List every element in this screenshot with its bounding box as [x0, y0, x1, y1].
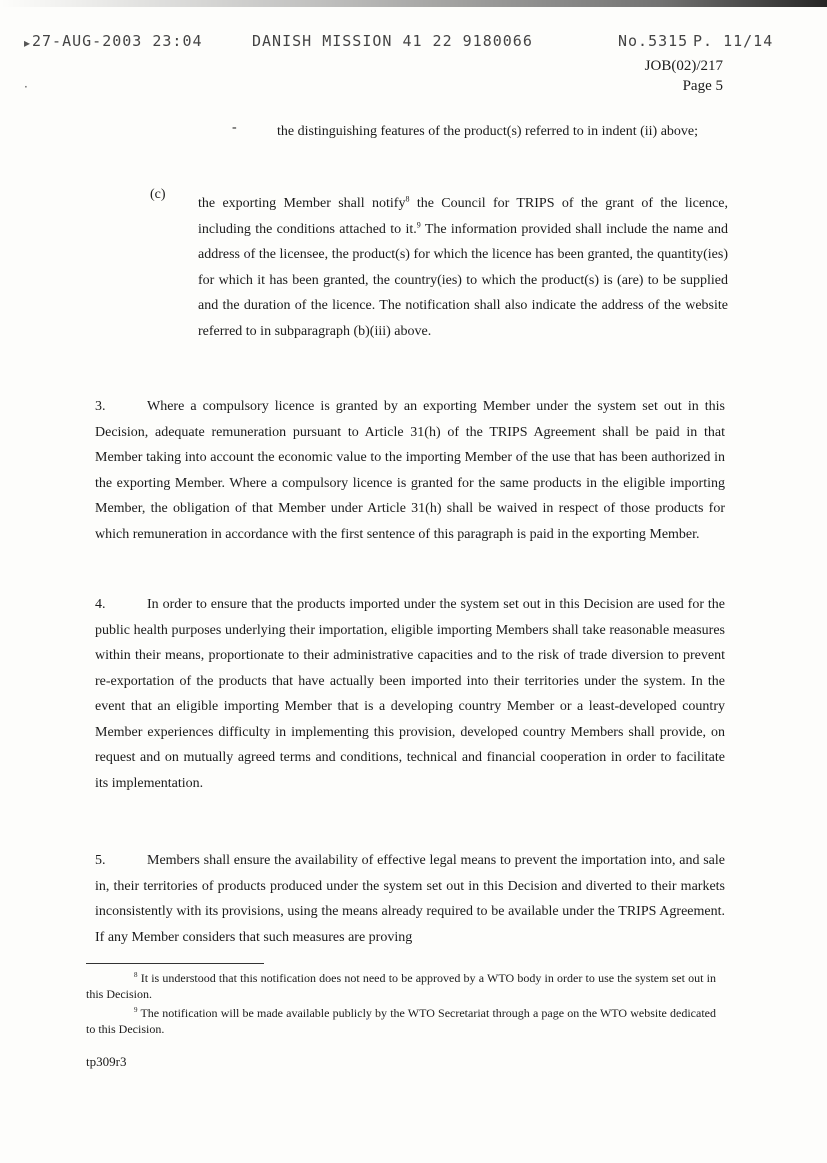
- fax-date-time: 27-AUG-2003 23:04: [32, 32, 203, 50]
- footnote-8: [86, 970, 716, 1002]
- footnotes: [86, 970, 716, 1040]
- paragraph-5: [95, 848, 725, 950]
- paragraph-text: Where a compulsory licence is granted by an exporting Member under the system set out in this Decision, adequate remuneration pursuant to Article 31(h) of the TRIPS Agreement shall be paid in that Member taking into account the economic value to the importing Member of the use that has been authorized in the exporting Member. Where a compulsory licence is granted for the same products in the eligible importing Member, the obligation of that Member under Article 31(h) shall be waived in respect of those products for which remuneration in accordance with the first sentence of this paragraph is paid in the exporting Member.: [95, 399, 725, 542]
- paragraph-4: [95, 592, 725, 796]
- footnote-9: [86, 1005, 716, 1037]
- footnote-number: 9: [134, 1006, 138, 1014]
- footnote-separator: [86, 963, 264, 964]
- footnote-number: 8: [134, 971, 138, 979]
- paragraph-number: 4.: [95, 597, 106, 612]
- paragraph-number: 3.: [95, 399, 106, 414]
- fax-page-counter: P. 11/14: [693, 32, 774, 50]
- footnote-text: The notification will be made available publicly by the WTO Secretariat through a page on the WTO website dedicated to this Decision.: [86, 1006, 716, 1036]
- subparagraph-c-text-start: the exporting Member shall notify: [198, 196, 406, 211]
- fax-sender: DANISH MISSION 41 22 9180066: [252, 32, 533, 50]
- paragraph-number: 5.: [95, 853, 106, 868]
- paragraph-3: [95, 394, 725, 547]
- subparagraph-c-text-middle: the Council for TRIPS of the grant of the licence, including the conditions attached to it.: [198, 196, 729, 237]
- fax-number: No.5315: [618, 32, 689, 50]
- fax-scan-streak: [0, 0, 827, 7]
- subparagraph-c-text-end: The information provided shall include the name and address of the licensee, the product(s) for which the licence has been granted, the quantity(ies) for which it has been granted, the country(ies) to which the product(s) is (are) to be supplied and the duration of the licence. The notification shall also indicate the address of the website referred to in subparagraph (b)(iii) above.: [198, 221, 728, 339]
- footnote-ref-9: 9: [416, 219, 421, 229]
- subparagraph-c: [198, 191, 728, 344]
- footnote-ref-8: 8: [405, 194, 410, 204]
- footnote-text: It is understood that this notification does not need to be approved by a WTO body in order to use the system set out in this Decision.: [86, 971, 717, 1001]
- fax-transmission-header: [0, 32, 827, 52]
- document-header: [645, 56, 723, 96]
- document-code: tp309r3: [86, 1054, 127, 1069]
- document-reference: JOB(02)/217: [644, 58, 723, 74]
- paragraph-text: In order to ensure that the products imported under the system set out in this Decision are used for the public health purposes underlying their importation, eligible importing Members shall take reasonable measures within their means, proportionate to their administrative capacities and to the risk of trade diversion to prevent re-exportation of the products that have actually been imported into their territories under the system. In the event that an eligible importing Member that is a developing country Member or a least-developed country Member experiences difficulty in implementing this provision, developed country Members shall provide, on request and on mutually agreed terms and conditions, technical and financial cooperation in order to facilitate its implementation.: [95, 597, 725, 791]
- scan-artifact-dot: ·: [24, 80, 28, 94]
- indent-item-text: the distinguishing features of the product(s) referred to in indent (ii) above;: [277, 124, 699, 139]
- paragraph-text: Members shall ensure the availability of effective legal means to prevent the importation into, and sale in, their territories of products produced under the system set out in this Decision and diverted to their markets inconsistently with its provisions, using the means already required to be available under the TRIPS Agreement. If any Member considers that such measures are proving: [95, 853, 725, 945]
- page-number: Page 5: [682, 78, 723, 94]
- subparagraph-c-label: (c): [150, 187, 166, 202]
- indent-marker: -: [232, 120, 237, 135]
- scan-artifact-mark: ▸: [24, 36, 31, 50]
